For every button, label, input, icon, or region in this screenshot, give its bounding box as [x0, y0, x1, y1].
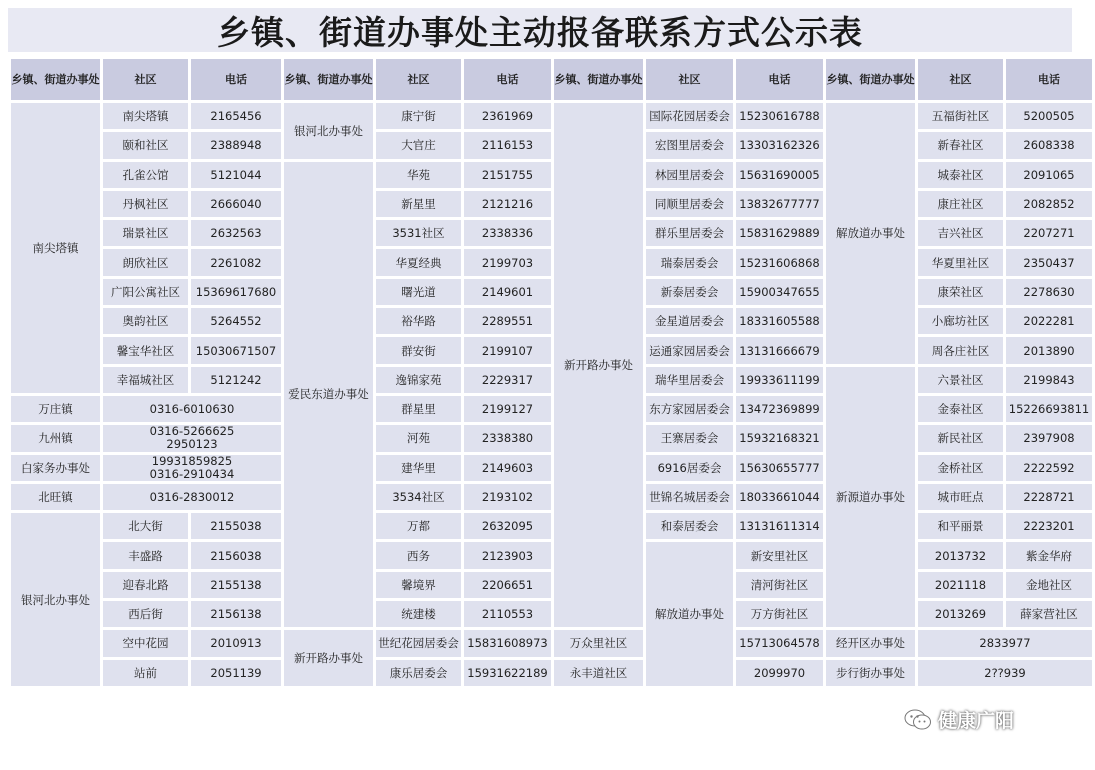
community-cell: 馨境界 [375, 570, 463, 599]
phone-cell: 2223201 [1005, 512, 1094, 541]
phone-cell: 13303162326 [735, 131, 825, 160]
community-cell: 大官庄 [375, 131, 463, 160]
community-cell: 新春社区 [917, 131, 1005, 160]
contact-table [8, 56, 1095, 689]
community-cell: 运通家园居委会 [645, 336, 735, 365]
community-cell: 国际花园居委会 [645, 102, 735, 131]
office-cell: 新开路办事处 [553, 102, 645, 629]
phone-line: 0316-5266625 [149, 424, 235, 439]
office-cell: 步行街办事处 [825, 658, 917, 687]
office-cell: 爱民东道办事处 [283, 160, 375, 629]
phone-cell: 2632095 [463, 512, 553, 541]
phone-cell: 2666040 [190, 189, 283, 218]
phone-cell: 15231606868 [735, 248, 825, 277]
phone-cell: 15831629889 [735, 219, 825, 248]
phone-cell: 0316-6010630 [102, 394, 283, 423]
phone-cell [102, 424, 283, 453]
table-row [10, 424, 1094, 453]
community-cell: 南尖塔镇 [102, 102, 190, 131]
community-cell: 曙光道 [375, 277, 463, 306]
header-cell: 社区 [645, 58, 735, 102]
community-cell: 东方家园居委会 [645, 394, 735, 423]
phone-cell: 5121242 [190, 365, 283, 394]
title-bar [8, 8, 1072, 52]
table-row [10, 600, 1094, 629]
phone-cell: 2013732 [917, 541, 1005, 570]
table-row [10, 570, 1094, 599]
header-cell: 电话 [735, 58, 825, 102]
phone-cell: 2261082 [190, 248, 283, 277]
community-cell: 新安里社区 [735, 541, 825, 570]
community-cell: 群乐里居委会 [645, 219, 735, 248]
office-cell: 银河北办事处 [283, 102, 375, 161]
community-cell: 颐和社区 [102, 131, 190, 160]
office-cell: 银河北办事处 [10, 512, 102, 688]
phone-cell: 2149601 [463, 277, 553, 306]
office-cell: 九州镇 [10, 424, 102, 453]
header-row [10, 58, 1094, 102]
community-cell: 和平丽景 [917, 512, 1005, 541]
table-row [10, 512, 1094, 541]
community-cell: 裕华路 [375, 307, 463, 336]
header-cell: 乡镇、街道办事处 [10, 58, 102, 102]
phone-cell: 2833977 [917, 629, 1094, 658]
community-cell: 空中花园 [102, 629, 190, 658]
phone-cell: 0316-2830012 [102, 482, 283, 511]
header-cell: 社区 [917, 58, 1005, 102]
community-cell: 瑞泰居委会 [645, 248, 735, 277]
phone-cell: 15631690005 [735, 160, 825, 189]
community-cell: 河苑 [375, 424, 463, 453]
phone-cell: 2222592 [1005, 453, 1094, 482]
phone-cell: 2110553 [463, 600, 553, 629]
table-row [10, 160, 1094, 189]
community-cell: 康庄社区 [917, 189, 1005, 218]
community-cell: 五福街社区 [917, 102, 1005, 131]
phone-cell: 2199843 [1005, 365, 1094, 394]
header-cell: 电话 [463, 58, 553, 102]
community-cell: 6916居委会 [645, 453, 735, 482]
community-cell: 康宁街 [375, 102, 463, 131]
header-cell: 电话 [190, 58, 283, 102]
phone-cell: 15900347655 [735, 277, 825, 306]
phone-cell: 2??939 [917, 658, 1094, 687]
community-cell: 周各庄社区 [917, 336, 1005, 365]
phone-cell: 2099970 [735, 658, 825, 687]
phone-cell [102, 453, 283, 482]
community-cell: 薛家营社区 [1005, 600, 1094, 629]
phone-cell: 15369617680 [190, 277, 283, 306]
phone-cell: 2338380 [463, 424, 553, 453]
community-cell: 建华里 [375, 453, 463, 482]
phone-cell: 2021118 [917, 570, 1005, 599]
table-row [10, 482, 1094, 511]
table-row [10, 658, 1094, 687]
table-row [10, 307, 1094, 336]
phone-cell: 2632563 [190, 219, 283, 248]
community-cell: 西后街 [102, 600, 190, 629]
phone-cell: 5264552 [190, 307, 283, 336]
header-cell: 电话 [1005, 58, 1094, 102]
phone-cell: 2155038 [190, 512, 283, 541]
community-cell: 永丰道社区 [553, 658, 645, 687]
phone-cell: 13832677777 [735, 189, 825, 218]
community-cell: 瑞景社区 [102, 219, 190, 248]
phone-cell: 2151755 [463, 160, 553, 189]
phone-cell: 15630655777 [735, 453, 825, 482]
community-cell: 统建楼 [375, 600, 463, 629]
community-cell: 同顺里居委会 [645, 189, 735, 218]
community-cell: 华苑 [375, 160, 463, 189]
wechat-icon [904, 709, 932, 731]
community-cell: 3534社区 [375, 482, 463, 511]
community-cell: 城市旺点 [917, 482, 1005, 511]
community-cell: 清河街社区 [735, 570, 825, 599]
community-cell: 六景社区 [917, 365, 1005, 394]
office-cell: 万庄镇 [10, 394, 102, 423]
phone-cell: 18331605588 [735, 307, 825, 336]
office-cell: 经开区办事处 [825, 629, 917, 658]
community-cell: 城泰社区 [917, 160, 1005, 189]
phone-cell: 2082852 [1005, 189, 1094, 218]
office-cell: 新源道办事处 [825, 365, 917, 629]
community-cell: 西务 [375, 541, 463, 570]
phone-cell: 2013269 [917, 600, 1005, 629]
community-cell: 金桥社区 [917, 453, 1005, 482]
community-cell: 丹枫社区 [102, 189, 190, 218]
table-row [10, 219, 1094, 248]
community-cell: 世纪花园居委会 [375, 629, 463, 658]
table-row [10, 365, 1094, 394]
table-row [10, 131, 1094, 160]
table-row [10, 336, 1094, 365]
office-cell: 解放道办事处 [825, 102, 917, 366]
header-cell: 社区 [102, 58, 190, 102]
phone-cell: 2121216 [463, 189, 553, 218]
community-cell: 康乐居委会 [375, 658, 463, 687]
community-cell: 瑞华里居委会 [645, 365, 735, 394]
table-row [10, 102, 1094, 131]
community-cell: 紫金华府 [1005, 541, 1094, 570]
phone-cell: 13472369899 [735, 394, 825, 423]
community-cell: 朗欣社区 [102, 248, 190, 277]
phone-cell: 2199107 [463, 336, 553, 365]
phone-cell: 15230616788 [735, 102, 825, 131]
community-cell: 馨宝华社区 [102, 336, 190, 365]
community-cell: 广阳公寓社区 [102, 277, 190, 306]
watermark-text: 健康广阳 [938, 710, 1015, 732]
phone-cell: 15226693811 [1005, 394, 1094, 423]
table-row [10, 248, 1094, 277]
phone-cell: 2013890 [1005, 336, 1094, 365]
community-cell: 王寨居委会 [645, 424, 735, 453]
office-cell: 新开路办事处 [283, 629, 375, 688]
phone-cell: 2156138 [190, 600, 283, 629]
phone-cell: 2123903 [463, 541, 553, 570]
community-cell: 群星里 [375, 394, 463, 423]
community-cell: 金泰社区 [917, 394, 1005, 423]
watermark [904, 706, 1014, 733]
community-cell: 和泰居委会 [645, 512, 735, 541]
phone-cell: 2051139 [190, 658, 283, 687]
community-cell: 宏图里居委会 [645, 131, 735, 160]
phone-cell: 2397908 [1005, 424, 1094, 453]
phone-cell: 2149603 [463, 453, 553, 482]
table-row [10, 541, 1094, 570]
phone-cell: 2199127 [463, 394, 553, 423]
table-row [10, 394, 1094, 423]
community-cell: 万众里社区 [553, 629, 645, 658]
header-cell: 乡镇、街道办事处 [825, 58, 917, 102]
table-row [10, 189, 1094, 218]
phone-cell: 2155138 [190, 570, 283, 599]
community-cell: 金星道居委会 [645, 307, 735, 336]
community-cell: 群安街 [375, 336, 463, 365]
office-cell: 北旺镇 [10, 482, 102, 511]
community-cell: 新星里 [375, 189, 463, 218]
phone-line: 0316-2910434 [149, 466, 235, 481]
phone-cell: 19933611199 [735, 365, 825, 394]
community-cell: 奥韵社区 [102, 307, 190, 336]
phone-cell: 2193102 [463, 482, 553, 511]
phone-cell: 2165456 [190, 102, 283, 131]
phone-cell: 2116153 [463, 131, 553, 160]
phone-cell: 2206651 [463, 570, 553, 599]
community-cell: 迎春北路 [102, 570, 190, 599]
header-cell: 乡镇、街道办事处 [283, 58, 375, 102]
community-cell: 站前 [102, 658, 190, 687]
phone-cell: 2608338 [1005, 131, 1094, 160]
phone-cell: 2199703 [463, 248, 553, 277]
community-cell: 世锦名城居委会 [645, 482, 735, 511]
phone-cell: 2207271 [1005, 219, 1094, 248]
phone-line: 2950123 [166, 437, 218, 452]
phone-line: 19931859825 [151, 453, 233, 468]
phone-cell: 2361969 [463, 102, 553, 131]
phone-cell: 2289551 [463, 307, 553, 336]
phone-cell: 2010913 [190, 629, 283, 658]
community-cell: 康荣社区 [917, 277, 1005, 306]
phone-cell: 5200505 [1005, 102, 1094, 131]
phone-cell: 2278630 [1005, 277, 1094, 306]
phone-cell: 2229317 [463, 365, 553, 394]
header-cell: 乡镇、街道办事处 [553, 58, 645, 102]
phone-cell: 15931622189 [463, 658, 553, 687]
phone-cell: 2091065 [1005, 160, 1094, 189]
community-cell: 华夏经典 [375, 248, 463, 277]
community-cell: 新民社区 [917, 424, 1005, 453]
phone-cell: 2388948 [190, 131, 283, 160]
table-row [10, 277, 1094, 306]
phone-cell: 15030671507 [190, 336, 283, 365]
phone-cell: 15932168321 [735, 424, 825, 453]
community-cell: 万方街社区 [735, 600, 825, 629]
phone-cell: 15713064578 [735, 629, 825, 658]
community-cell: 幸福城社区 [102, 365, 190, 394]
phone-cell: 13131666679 [735, 336, 825, 365]
phone-cell: 2156038 [190, 541, 283, 570]
community-cell: 3531社区 [375, 219, 463, 248]
community-cell: 北大街 [102, 512, 190, 541]
community-cell: 丰盛路 [102, 541, 190, 570]
page-title: 乡镇、街道办事处主动报备联系方式公示表 [217, 12, 863, 52]
phone-cell: 13131611314 [735, 512, 825, 541]
community-cell: 林园里居委会 [645, 160, 735, 189]
community-cell: 逸锦家苑 [375, 365, 463, 394]
community-cell: 吉兴社区 [917, 219, 1005, 248]
header-cell: 社区 [375, 58, 463, 102]
phone-cell: 2228721 [1005, 482, 1094, 511]
phone-cell: 18033661044 [735, 482, 825, 511]
office-cell: 南尖塔镇 [10, 102, 102, 395]
community-cell: 华夏里社区 [917, 248, 1005, 277]
community-cell: 新泰居委会 [645, 277, 735, 306]
phone-cell: 2350437 [1005, 248, 1094, 277]
phone-cell: 15831608973 [463, 629, 553, 658]
community-cell: 小廊坊社区 [917, 307, 1005, 336]
table-row [10, 453, 1094, 482]
community-cell: 万都 [375, 512, 463, 541]
community-cell: 孔雀公馆 [102, 160, 190, 189]
phone-cell: 2338336 [463, 219, 553, 248]
office-cell: 解放道办事处 [645, 541, 735, 687]
table-row [10, 629, 1094, 658]
office-cell: 白家务办事处 [10, 453, 102, 482]
phone-cell: 5121044 [190, 160, 283, 189]
phone-cell: 2022281 [1005, 307, 1094, 336]
community-cell: 金地社区 [1005, 570, 1094, 599]
